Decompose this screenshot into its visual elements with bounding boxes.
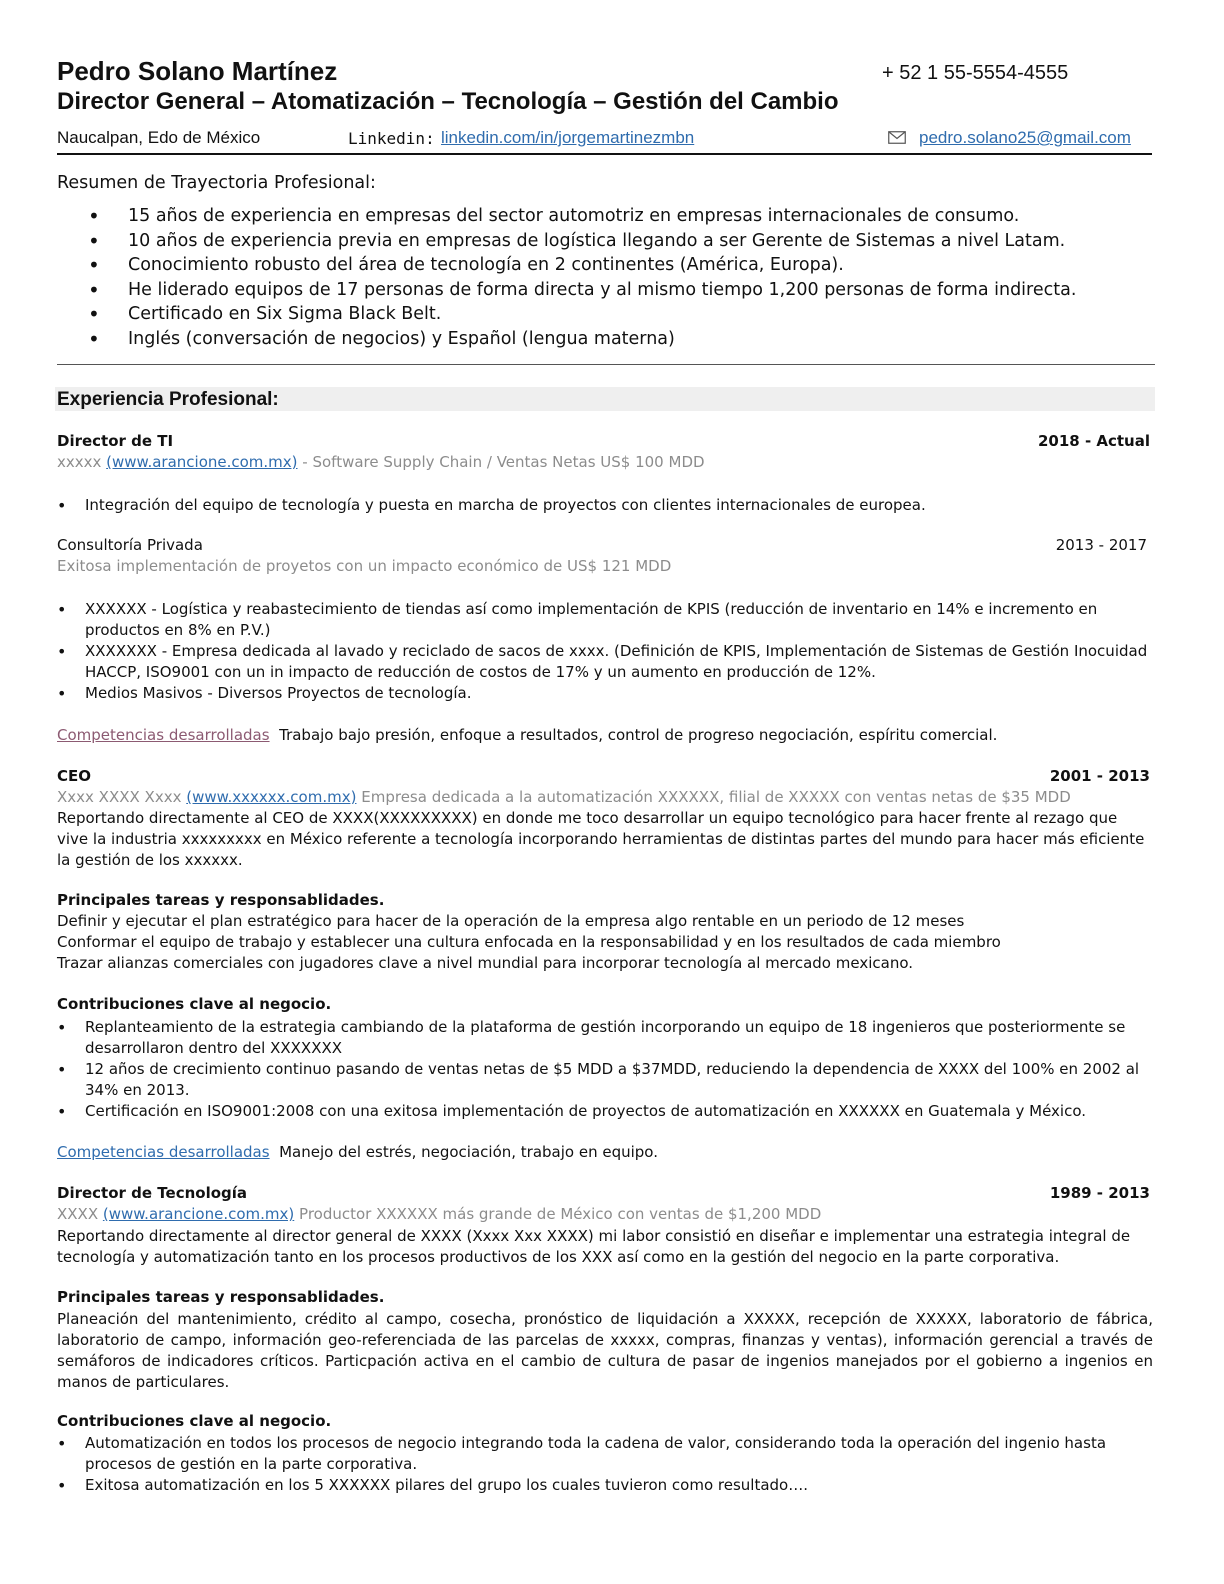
- job-dates: 2013 - 2017: [1055, 536, 1147, 554]
- company-url[interactable]: (www.arancione.com.mx): [106, 453, 298, 471]
- company-name: Xxxx XXXX Xxxx: [57, 788, 182, 806]
- company-detail: Empresa dedicada a la automatización XXXXXX, filial de XXXXX con ventas netas de $35 MDD: [361, 788, 1071, 806]
- list-item: • Inglés (conversación de negocios) y Español (lengua materna): [88, 327, 1148, 352]
- tasks-paragraph: Planeación del mantenimiento, crédito al campo, cosecha, pronóstico de liquidación a XXXXX, recepción de XXXXX, laboratorio de fábrica, laboratorio de campo, información geo-referenciada de las parcelas de xxxxx, compras, finanzas y ventas), información gerencial a través de semáforos de indicadores críticos. Particpación activa en el cambio de cultura de pasar de ingenios manejados por el gobierno a ingenios en manos de particulares.: [57, 1310, 1153, 1391]
- phone-number: + 52 1 55-5554-4555: [882, 62, 1069, 84]
- list-item: • XXXXXXX - Empresa dedicada al lavado y reciclado de sacos de xxxx. (Definición de KPIS, Implementación de Sistemas de Gestión Inocuidad HACCP, ISO9001 con un in impacto de reducción de costos de 17% y un aumento en producción de 12%.: [57, 641, 1153, 683]
- contrib-title: Contribuciones clave al negocio.: [57, 995, 332, 1013]
- list-item: • Exitosa automatización en los 5 XXXXXX pilares del grupo los cuales tuvieron como resultado….: [57, 1475, 1153, 1496]
- competencies-text: Trabajo bajo presión, enfoque a resultados, control de progreso negociación, espíritu comercial.: [279, 726, 998, 744]
- company-url[interactable]: (www.arancione.com.mx): [102, 1205, 295, 1223]
- job-title: CEO: [57, 767, 92, 785]
- job-subtitle: Exitosa implementación de proyetos con un impacto económico de US$ 121 MDD: [57, 557, 672, 575]
- job-company-line: [57, 1205, 821, 1223]
- job-bullets: [57, 495, 1153, 516]
- list-item: • Integración del equipo de tecnología y puesta en marcha de proyectos con clientes internacionales de europea.: [57, 495, 1153, 516]
- company-name: xxxxx: [57, 453, 102, 471]
- list-item: • Automatización en todos los procesos de negocio integrando toda la cadena de valor, considerando toda la operación del ingenio hasta procesos de gestión en la parte corporativa.: [57, 1433, 1153, 1475]
- job-dates: 1989 - 2013: [1049, 1184, 1150, 1202]
- list-item: • 15 años de experiencia en empresas del sector automotriz en empresas internacionales de consumo.: [88, 204, 1148, 229]
- competencies-link[interactable]: Competencias desarrolladas: [57, 1143, 270, 1161]
- job-company-line: [57, 453, 705, 471]
- job-dates: 2001 - 2013: [1049, 767, 1150, 785]
- list-item: • Certificado en Six Sigma Black Belt.: [88, 302, 1148, 327]
- list-item: • Certificación en ISO9001:2008 con una exitosa implementación de proyectos de automatización en XXXXXX en Guatemala y México.: [57, 1101, 1153, 1122]
- competencies-text: Manejo del estrés, negociación, trabajo en equipo.: [279, 1143, 658, 1161]
- header-divider: [57, 153, 1152, 155]
- job-title: Director de TI: [57, 432, 174, 450]
- summary-divider: [57, 364, 1155, 365]
- contrib-bullets: [57, 1433, 1153, 1496]
- envelope-icon: [888, 131, 906, 144]
- list-item: • XXXXXX - Logística y reabastecimiento de tiendas así como implementación de KPIS (reducción de inventario en 14% e incremento en productos en 8% en P.V.): [57, 599, 1153, 641]
- company-name: XXXX: [57, 1205, 99, 1223]
- task-line: Trazar alianzas comerciales con jugadores clave a nivel mundial para incorporar tecnología al mercado mexicano.: [57, 954, 914, 972]
- tasks-title: Principales tareas y responsablidades.: [57, 891, 385, 909]
- linkedin-label: Linkedin:: [348, 129, 435, 148]
- list-item: • Medios Masivos - Diversos Proyectos de tecnología.: [57, 683, 1153, 704]
- list-item: • Conocimiento robusto del área de tecnología en 2 continentes (América, Europa).: [88, 253, 1148, 278]
- contrib-bullets: [57, 1017, 1153, 1122]
- company-url[interactable]: (www.xxxxxx.com.mx): [186, 788, 357, 806]
- contrib-title: Contribuciones clave al negocio.: [57, 1412, 332, 1430]
- location: Naucalpan, Edo de México: [57, 128, 261, 147]
- list-item: • 12 años de crecimiento continuo pasando de ventas netas de $5 MDD a $37MDD, reduciendo la dependencia de XXXX del 100% en 2002 al 34% en 2013.: [57, 1059, 1153, 1101]
- summary-title: Resumen de Trayectoria Profesional:: [57, 173, 376, 193]
- competencies-line: [57, 1143, 658, 1161]
- company-detail: Productor XXXXXX más grande de México con ventas de $1,200 MDD: [299, 1205, 822, 1223]
- headline: Director General – Atomatización – Tecnología – Gestión del Cambio: [57, 88, 839, 115]
- candidate-name: Pedro Solano Martínez: [57, 56, 338, 86]
- linkedin-link[interactable]: linkedin.com/in/jorgemartinezmbn: [441, 128, 695, 147]
- job-description: Reportando directamente al CEO de XXXX(XXXXXXXXX) en donde me toco desarrollar un equipo tecnológico para hacer frente al rezago que vive la industria xxxxxxxxx en México referente a tecnología incorporando herramientas de distintas partes del mundo para hacer más eficiente la gestión de los xxxxxx.: [57, 809, 1145, 869]
- job-company-line: [57, 788, 1071, 806]
- email-link[interactable]: pedro.solano25@gmail.com: [919, 128, 1131, 147]
- tasks-title: Principales tareas y responsablidades.: [57, 1288, 385, 1306]
- job-title: Director de Tecnología: [57, 1184, 248, 1202]
- list-item: • He liderado equipos de 17 personas de forma directa y al mismo tiempo 1,200 personas de forma indirecta.: [88, 278, 1148, 303]
- job-dates: 2018 - Actual: [1037, 432, 1150, 450]
- company-detail: - Software Supply Chain / Ventas Netas US$ 100 MDD: [297, 453, 705, 471]
- job-bullets: [57, 599, 1153, 704]
- summary-list: [88, 204, 1148, 352]
- job-description: Reportando directamente al director general de XXXX (Xxxx Xxx XXXX) mi labor consistió en diseñar e implementar una estrategia integral de tecnología y automatización tanto en los procesos productivos de los XXX así como en la gestión del negocio en la parte corporativa.: [57, 1227, 1131, 1266]
- list-item: • Replanteamiento de la estrategia cambiando de la plataforma de gestión incorporando un equipo de 18 ingenieros que posteriormente se desarrollaron dentro del XXXXXXX: [57, 1017, 1153, 1059]
- job-title: Consultoría Privada: [57, 536, 203, 554]
- list-item: • 10 años de experiencia previa en empresas de logística llegando a ser Gerente de Sistemas a nivel Latam.: [88, 229, 1148, 254]
- task-line: Definir y ejecutar el plan estratégico para hacer de la operación de la empresa algo rentable en un periodo de 12 meses: [57, 912, 965, 930]
- task-line: Conformar el equipo de trabajo y establecer una cultura enfocada en la responsabilidad y en los resultados de cada miembro: [57, 933, 1001, 951]
- competencies-line: [57, 726, 997, 744]
- competencies-link[interactable]: Competencias desarrolladas: [57, 726, 270, 744]
- experience-title: Experiencia Profesional:: [57, 389, 279, 410]
